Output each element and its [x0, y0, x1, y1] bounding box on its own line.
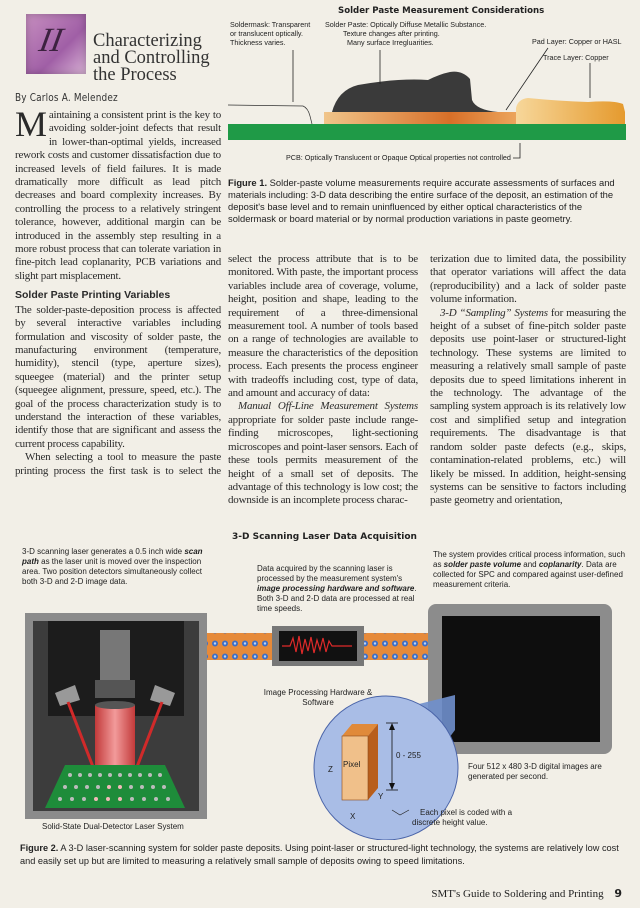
soldermask-layer [228, 105, 312, 124]
p4-body: appropriate for solder paste include range-finding microscopes, light-sectioning microscopes and point-laser sensors. Each of these tools permits measurement of the height of a small set of deposits. The advantage of this technology is low cost; the downside is an incomplete process charac- [228, 413, 418, 507]
trace-layer-label: Trace Layer: Copper [543, 53, 609, 62]
pixel-block-side [368, 724, 378, 800]
solder-paste-deposit [332, 72, 498, 112]
pad-layer-label: Pad Layer: Copper or HASL [532, 37, 622, 46]
pointer [513, 143, 520, 158]
processing-monitor [272, 626, 364, 666]
axis-z-label: Z [328, 765, 333, 774]
figure-1 [228, 0, 628, 230]
data-bus-right [363, 633, 429, 660]
figure-1-caption: Figure 1. Solder-paste volume measurements require accurate assessments of surfaces and materials including: 3-D data describing the entire surface of the deposit, an estimation of the deposit's base level and to remain uninfluenced by either optical characteristics of the soldermask or board material or by normal production variations in paste geometry. [228, 177, 615, 224]
paragraph: 3-D “Sampling” Systems for measuring the height of a subset of fine-pitch solder paste deposits use point-laser or structured-light technology. These systems are limited to measuring a relatively small sample of paste deposits due to speed limitations inherent in the technology. The advantage of the sampling system approach is its relatively low cost and simplified setup and integration requirements. The disadvantage is that random solder paste defects (e.g., skips, contamination-related problems, etc.) will likely be missed. In addition, height-sensing systems can be sensitive to factors including paste geometry and orientation, [430, 306, 626, 507]
pixel-label: Pixel [343, 760, 361, 769]
paragraph: The solder-paste-deposition process is affected by several interactive variables including formulation and viscosity of solder paste, the manufacturing environment (temperature, humidity), stencil (type, aperture sizes), squeegee (material) and the printer setup (squeegee alignment, pressure, speed, etc.). The goal of the process characterization study is to understand the interaction of these variables, identify those that are significant and assess the current process capability. [15, 303, 221, 450]
drop-cap: M [15, 104, 47, 144]
publication-name: SMT's Guide to Soldering and Printing [431, 888, 604, 900]
byline: By Carlos A. Melendez [15, 92, 118, 104]
cross-section-diagram [228, 0, 628, 170]
scan-description: 3-D scanning laser generates a 0.5 inch wide scan path as the laser unit is moved over the inspection area. Two position detectors simultaneously collect both 3-D and 2-D image data. [22, 547, 203, 586]
processing-description: Data acquired by the scanning laser is processed by the measurement system's image processing hardware and software. Both 3-D and 2-D data are processed at real time speeds. [257, 564, 417, 613]
processing-label: Image Processing Hardware & Software [263, 688, 373, 707]
axis-x-label: X [350, 812, 356, 821]
page-footer [431, 887, 622, 900]
section-numeral: II [33, 22, 70, 59]
soldermask-label: Soldermask: Transparent or translucent optically. Thickness varies. [230, 20, 311, 47]
column-middle [228, 253, 418, 508]
subhead: Solder Paste Printing Variables [15, 289, 171, 302]
pcb-layer [228, 124, 626, 140]
column-left [15, 104, 221, 478]
figure-2-title: 3-D Scanning Laser Data Acquisition [232, 532, 417, 542]
figure-1-title: Solder Paste Measurement Considerations [338, 6, 545, 16]
pixel-note: Each pixel is coded with a discrete height value. [412, 808, 513, 827]
pad-layer [324, 112, 534, 124]
paragraph: Manual Off-Line Measurement Systems appropriate for solder paste include range-finding microscopes, light-sectioning microscopes and point-laser sensors. Each of these tools permits measurement of the height of a small set of deposits. The advantage of this technology is low cost; the downside is an incomplete process charac- [228, 400, 418, 507]
section-icon [26, 14, 86, 74]
page-number: 9 [614, 887, 622, 900]
article-title: Characterizing and Controlling the Process [93, 31, 210, 85]
intro-paragraph: Maintaining a consistent print is the key to avoiding solder-joint defects that result in lower-than-optimal yields, increased rework costs and customer dissatisfaction due to increased levels of field failures. It is made dramatically more difficult as lead pitch decreases and board complexity increases. By controlling the process to a relatively stringent tolerance, however, additional margin can be introduced in the assembly step resulting in a more robust process that can tolerate variation in fine-pitch lead coplanarity, PCB variations and slight part misplacement. [15, 104, 221, 282]
data-bus-left [207, 633, 273, 660]
figure-2-caption: Figure 2. A 3-D laser-scanning system for solder paste deposits. Using point-laser or structured-light technology, the systems are relatively low cost and easily set up but are limited to measuring a relatively small sample of deposits owing to speed limitations. [20, 843, 619, 866]
display-monitor [428, 604, 612, 754]
axis-y-label: Y [378, 792, 384, 801]
range-label: 0 - 255 [396, 751, 421, 760]
laser-system-box [25, 613, 207, 819]
column-right: terization due to limited data, the possibility that operator variations will affect the data (reproducibility) and a lack of solder paste volume information. 3-D “Sampling” Systems for measuring the height of a subset of fine-pitch solder paste deposits use point-laser or structured-light technology. These systems are limited to measuring a relatively small sample of paste deposits due to speed limitations inherent in the technology. The advantage of the sampling system approach is its relatively low cost and simplified setup and integration requirements. The disadvantage is that random solder paste defects (e.g., skips, contamination-related problems, etc.) will likely be missed. In addition, height-sensing systems can be sensitive to factors including paste geometry and orientation, [430, 253, 626, 507]
system-description: The system provides critical process information, such as solder paste volume and coplanarity. Data are collected for SPC and compared against user-defined measurement criteria. [433, 550, 626, 589]
paragraph-continued: select the process attribute that is to be monitored. With paste, the important process variables include area of coverage, volume, height, position and shape, leading to the requirement of a three-dimensional measurement tool. A number of tools based on a range of technologies are available to measure the characteristics of the deposition process. Each presents the process engineer with tradeoffs including cost, type of data, and amount and accuracy of data: [228, 253, 418, 400]
trace-layer [516, 98, 625, 124]
paste-label: Solder Paste: Optically Diffuse Metallic Substance. Texture changes after printing. Many surface Irregluarities. [325, 20, 487, 47]
figure-2 [0, 520, 640, 870]
paragraph: When selecting a tool to measure the paste printing process the first task is to select the [15, 451, 221, 477]
laser-system-label: Solid-State Dual-Detector Laser System [42, 822, 184, 831]
pcb-label: PCB: Optically Translucent or Opaque Optical properties not controlled [286, 153, 511, 162]
images-rate-label: Four 512 x 480 3-D digital images are generated per second. [468, 762, 602, 781]
